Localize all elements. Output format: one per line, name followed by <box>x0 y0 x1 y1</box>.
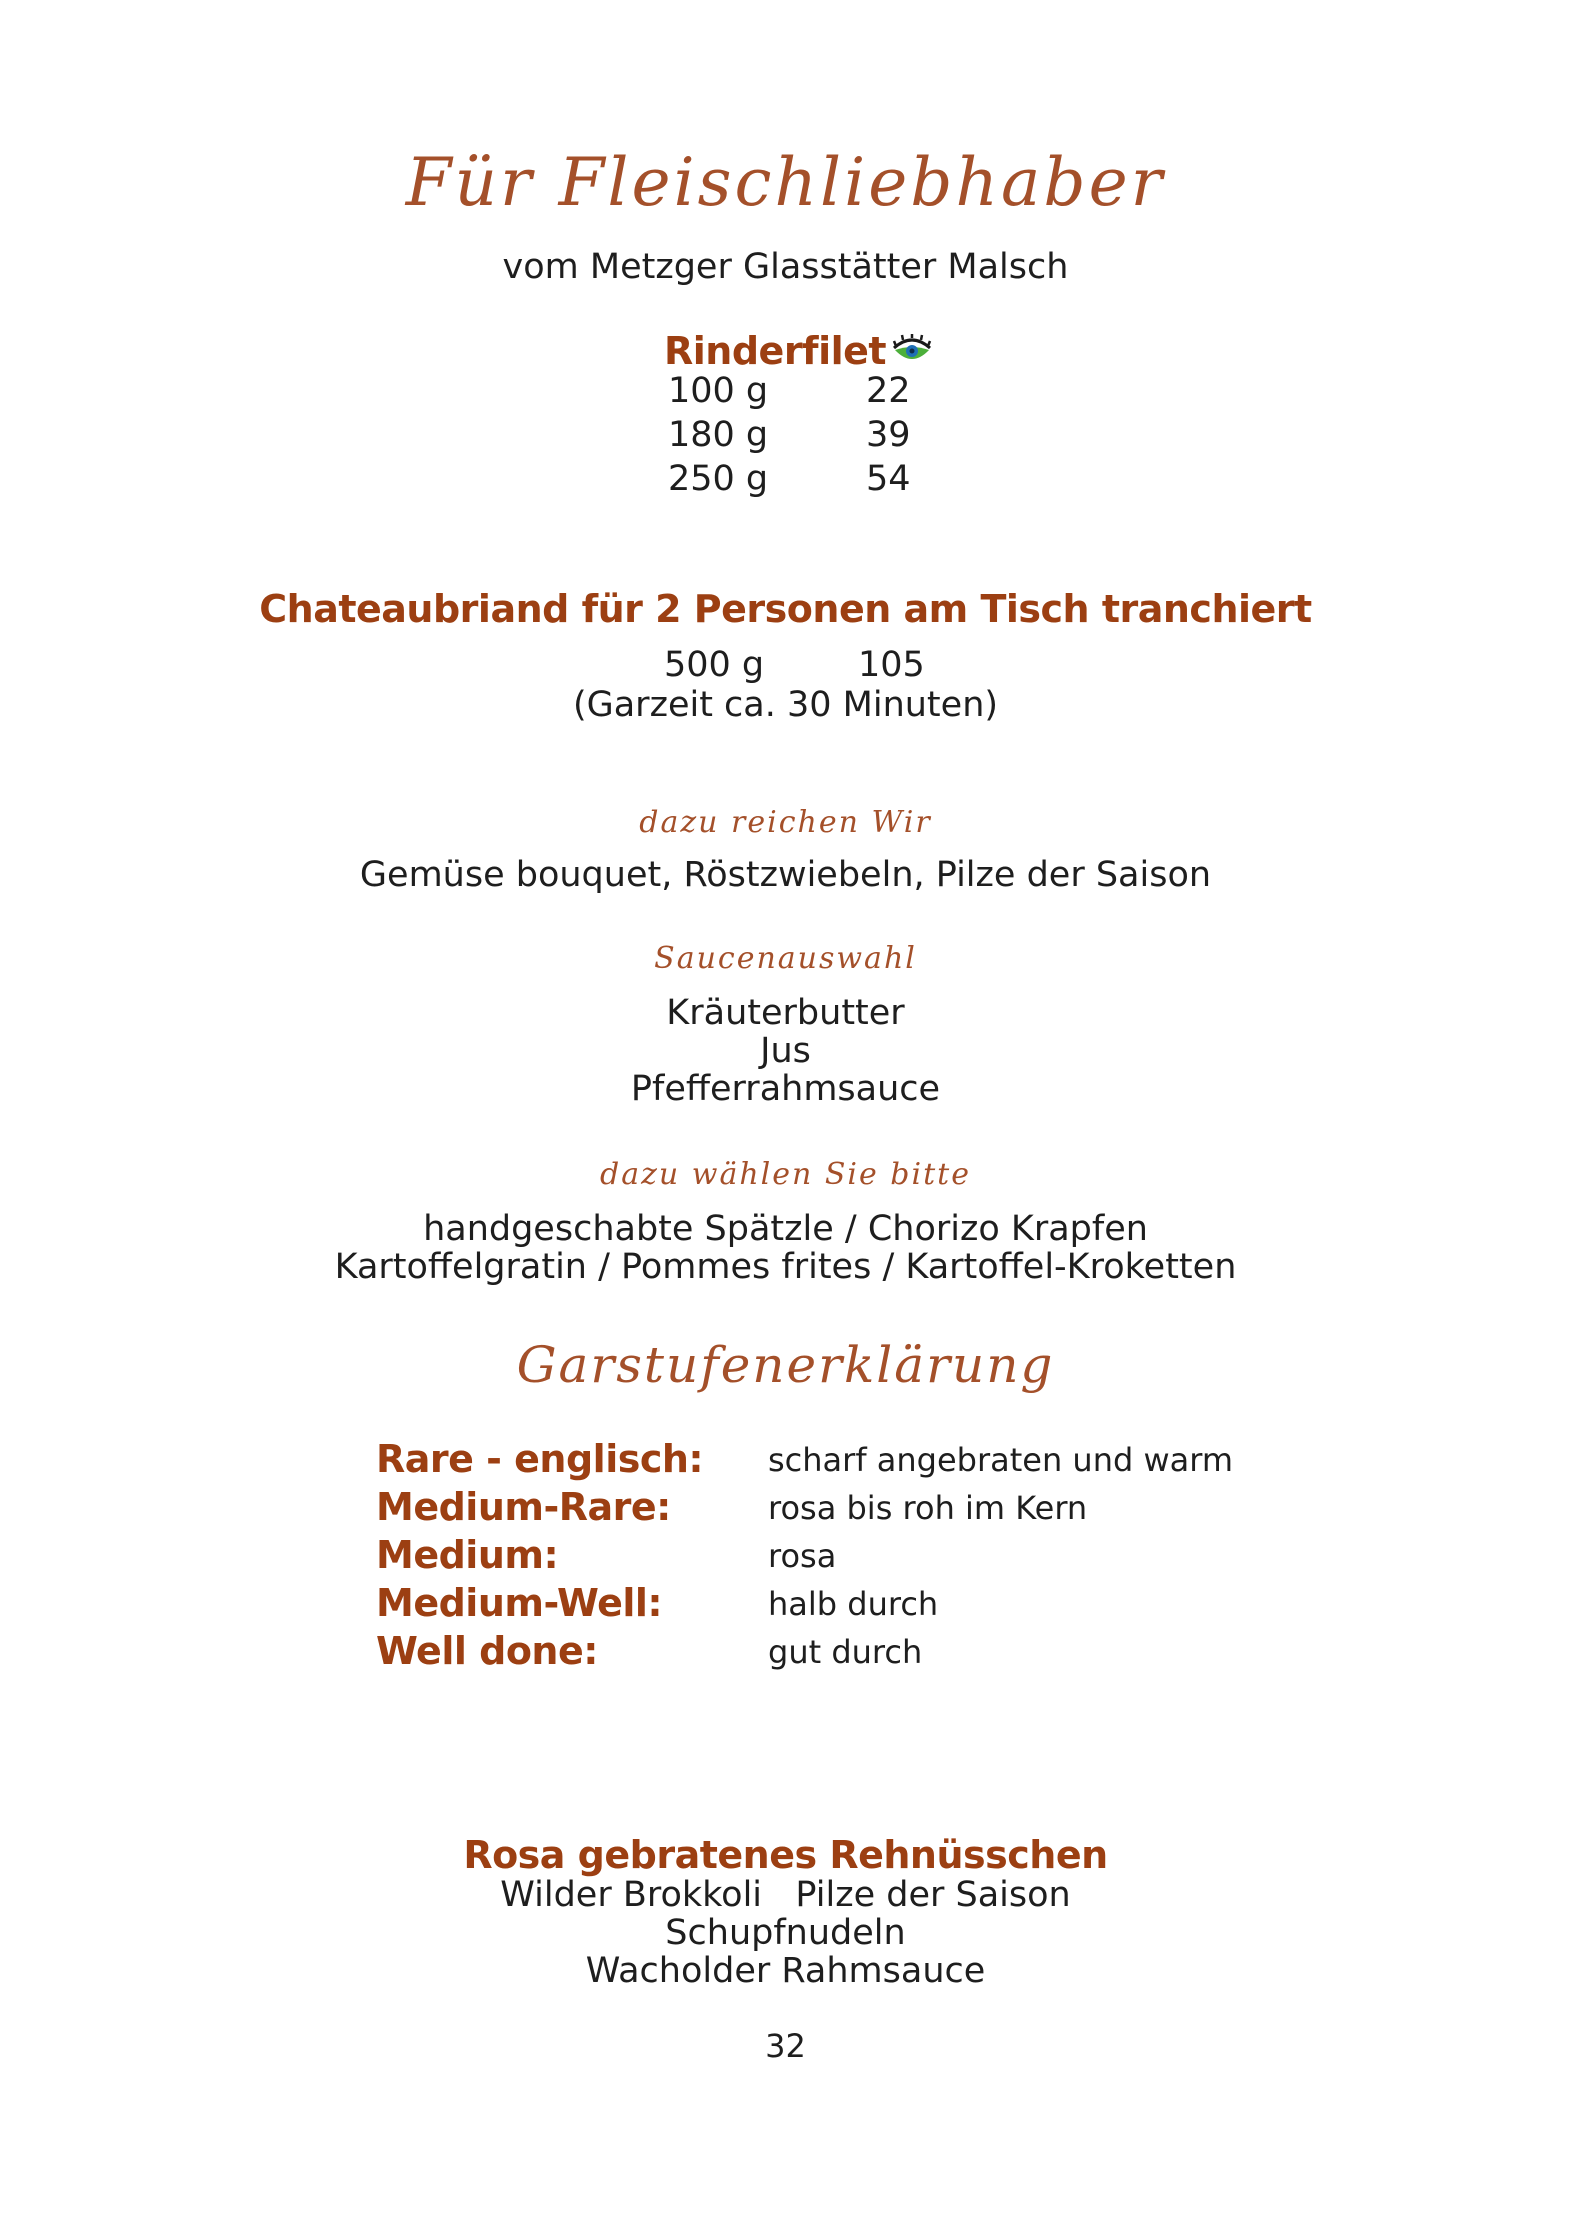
rinderfilet-name: Rinderfilet <box>664 329 887 373</box>
rinderfilet-heading <box>664 329 932 374</box>
rinderfilet-weight-2: 180 g <box>668 415 769 455</box>
doneness-heading: Garstufenerklärung <box>516 1336 1055 1394</box>
rinderfilet-weight-3: 250 g <box>668 459 769 499</box>
sauce-item: Pfefferrahmsauce <box>630 1069 941 1109</box>
choice-line: Kartoffelgratin / Pommes frites / Kartoffel-Kroketten <box>334 1247 1237 1287</box>
venison-line: Schupfnudeln <box>665 1913 906 1953</box>
doneness-term: Medium-Rare: <box>376 1485 671 1529</box>
page-title: Für Fleischliebhaber <box>405 144 1166 221</box>
rinderfilet-price-1: 22 <box>866 371 911 411</box>
doneness-desc: halb durch <box>768 1585 939 1623</box>
choice-heading: dazu wählen Sie bitte <box>600 1157 971 1192</box>
doneness-desc: scharf angebraten und warm <box>768 1441 1233 1479</box>
sides-text: Gemüse bouquet, Röstzwiebeln, Pilze der Saison <box>359 855 1212 895</box>
sauce-item: Kräuterbutter <box>666 993 905 1033</box>
doneness-term: Rare - englisch: <box>376 1437 704 1481</box>
chateaubriand-weight: 500 g <box>664 645 765 685</box>
choice-line: handgeschabte Spätzle / Chorizo Krapfen <box>423 1209 1148 1249</box>
doneness-term: Well done: <box>376 1629 598 1673</box>
doneness-term: Medium-Well: <box>376 1581 663 1625</box>
venison-heading: Rosa gebratenes Rehnüsschen <box>463 1833 1108 1877</box>
sauce-item: Jus <box>760 1031 811 1071</box>
chateaubriand-heading: Chateaubriand für 2 Personen am Tisch tranchiert <box>259 587 1312 631</box>
chateaubriand-price: 105 <box>858 645 925 685</box>
rinderfilet-price-2: 39 <box>866 415 911 455</box>
rinderfilet-price-3: 54 <box>866 459 911 499</box>
rinderfilet-weight-1: 100 g <box>668 371 769 411</box>
page-number: 32 <box>765 2027 806 2065</box>
venison-line: Wilder Brokkoli Pilze der Saison <box>500 1875 1071 1915</box>
doneness-desc: rosa <box>768 1537 837 1575</box>
doneness-desc: rosa bis roh im Kern <box>768 1489 1088 1527</box>
page-subtitle: vom Metzger Glasstätter Malsch <box>502 247 1069 287</box>
eye-icon <box>892 334 932 374</box>
doneness-desc: gut durch <box>768 1633 923 1671</box>
sauces-heading: Saucenauswahl <box>654 941 917 976</box>
chateaubriand-note: (Garzeit ca. 30 Minuten) <box>572 685 999 725</box>
venison-line: Wacholder Rahmsauce <box>585 1951 986 1991</box>
doneness-term: Medium: <box>376 1533 559 1577</box>
sides-heading: dazu reichen Wir <box>639 805 932 840</box>
